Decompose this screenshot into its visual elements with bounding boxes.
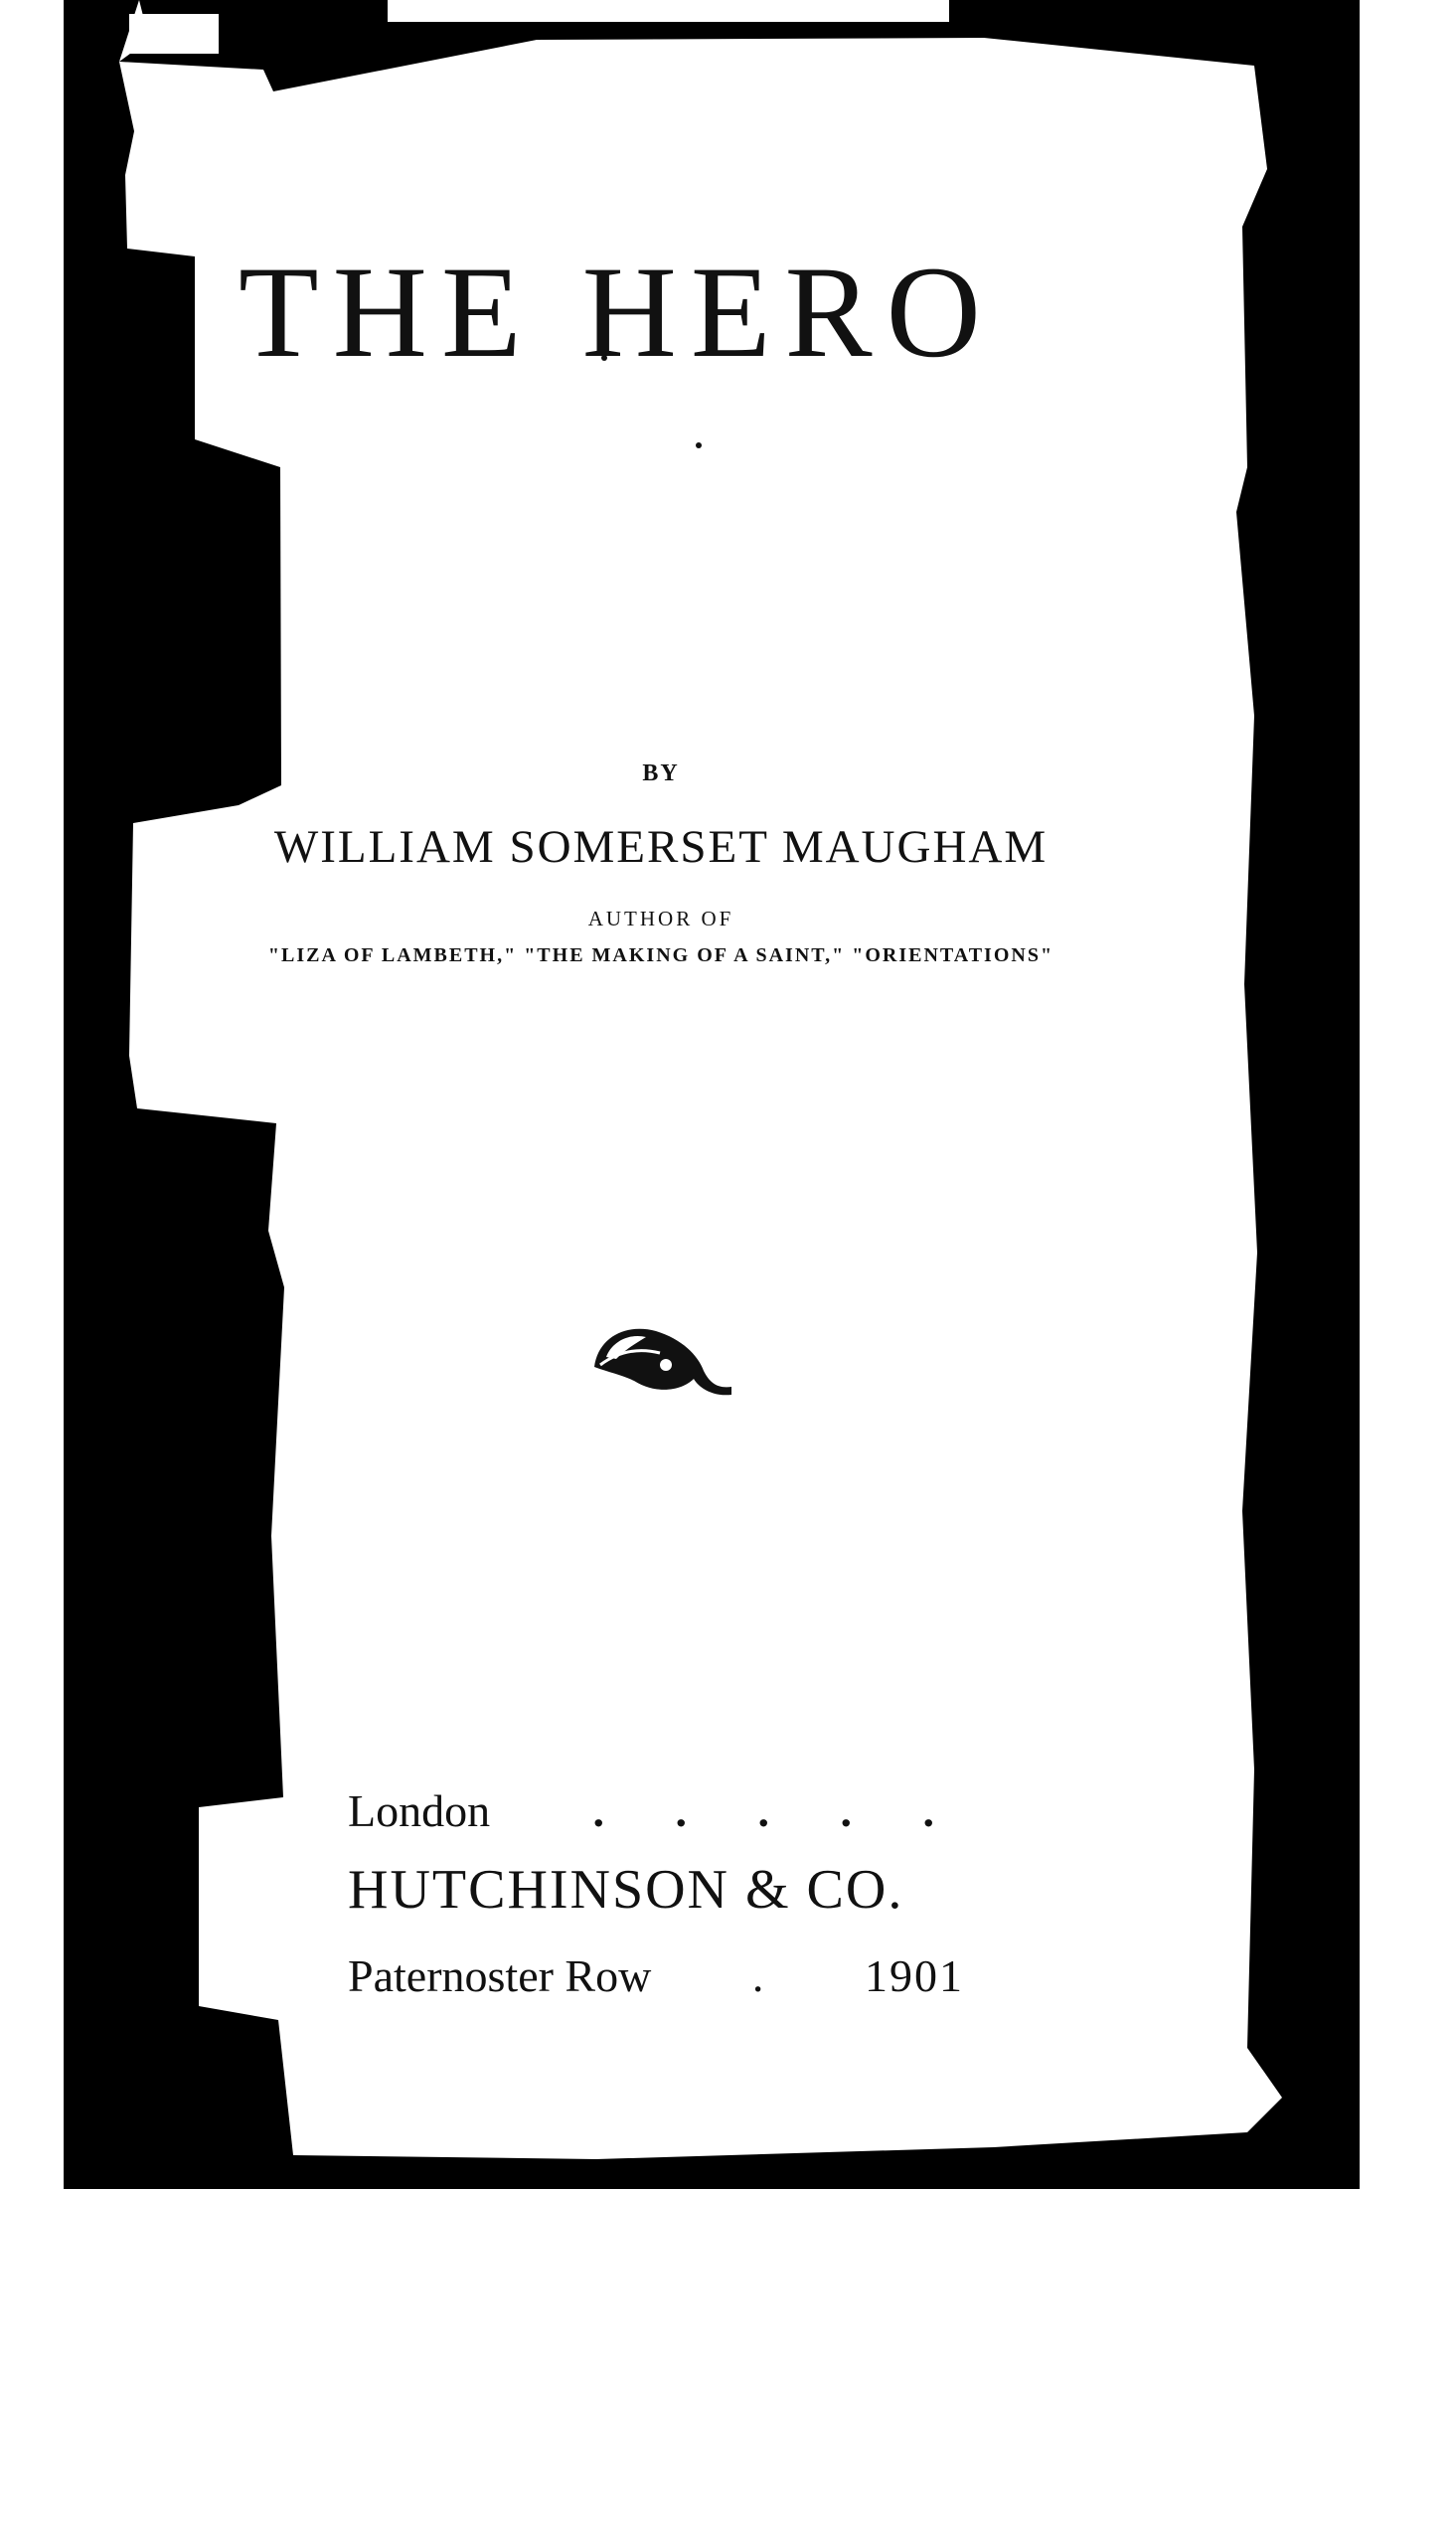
author-of-label: AUTHOR OF [587,907,734,930]
imprint-publisher: HUTCHINSON & CO. [348,1859,904,1921]
leaf-spot [660,1359,672,1371]
by-label: BY [642,760,680,786]
imprint-street-row [348,1949,964,2002]
previous-works: "LIZA OF LAMBETH," "THE MAKING OF A SAINT," "ORIENTATIONS" [267,944,1054,966]
imprint-city-leader: . . . . . [592,1785,964,1836]
imprint-street-separator: . [751,1950,764,2001]
book-title: THE HERO [239,239,995,385]
imprint-year: 1901 [865,1950,964,2001]
author-name: WILLIAM SOMERSET MAUGHAM [273,821,1049,873]
imprint-street: Paternoster Row [348,1950,652,2001]
leaf-ornament-icon [586,1317,735,1397]
imprint-publisher-row [348,1858,964,1949]
imprint [348,1784,964,2002]
imprint-city: London [348,1785,491,1836]
imprint-place-row [348,1784,964,1858]
